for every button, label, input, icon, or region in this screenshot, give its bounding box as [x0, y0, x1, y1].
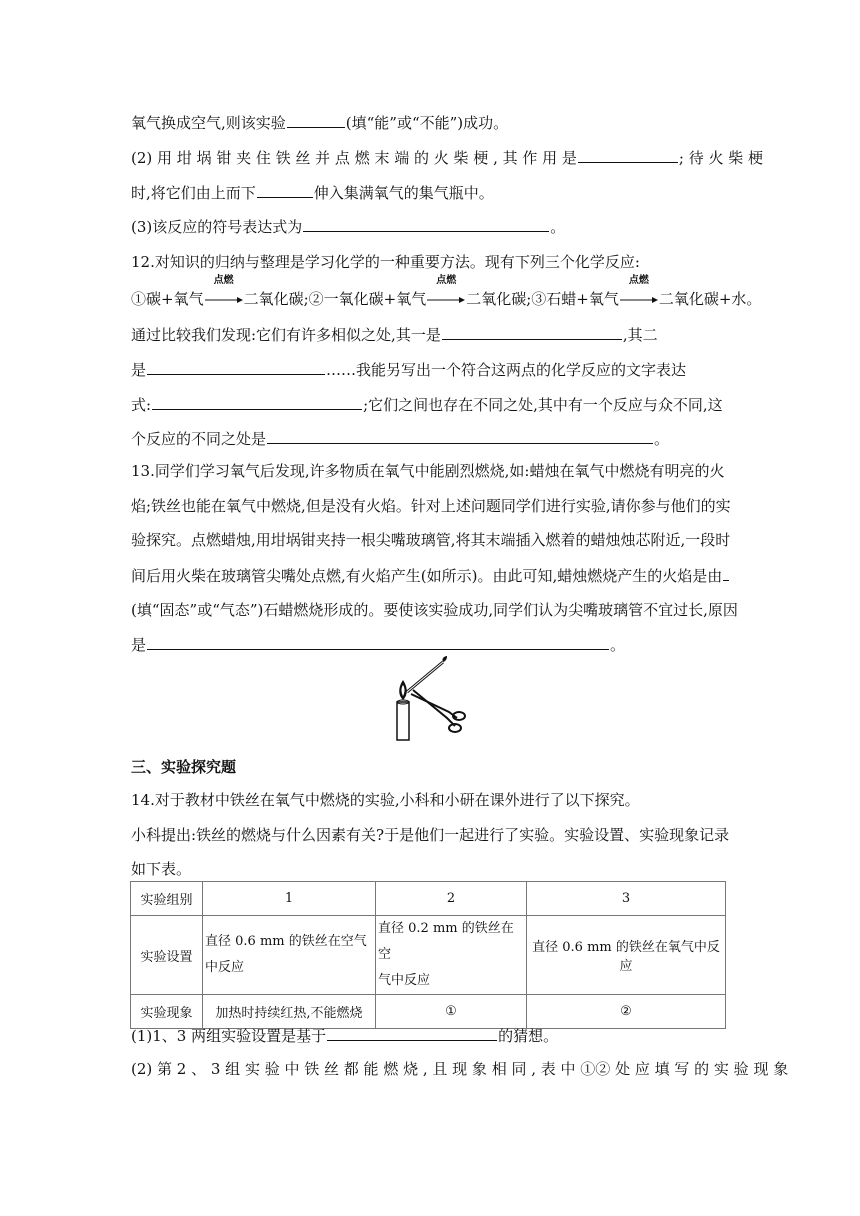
q13-line1: 13.同学们学习氧气后发现,许多物质在氧气中能剧烈燃烧,如:蜡烛在氧气中燃烧有明亮的火 — [131, 462, 725, 480]
row-label: 实验现象 — [131, 995, 203, 1029]
candle-experiment-figure — [385, 656, 469, 742]
q12-reactions: ①碳+氧气 点燃 二氧化碳;②一氧化碳+氧气 点燃 二氧化碳;③石蜡+氧气 点燃 二氧化碳+水。 — [131, 275, 762, 308]
answer-blank[interactable] — [147, 359, 325, 375]
q12-intro: 12.对知识的归纳与整理是学习化学的一种重要方法。现有下列三个化学反应: — [131, 253, 640, 271]
arrow-icon — [620, 296, 658, 304]
table-row — [131, 995, 726, 1029]
answer-blank[interactable] — [578, 147, 678, 163]
section-title: 三、实验探究题 — [131, 758, 237, 776]
q11-line4: (3)该反应的符号表达式为 。 — [131, 218, 566, 236]
q12-line3: 通过比较我们发现:它们有许多相似之处,其一是 ,其二 — [131, 326, 658, 344]
reaction-arrow: 点燃 — [426, 289, 466, 309]
reaction-arrow: 点燃 — [204, 289, 244, 309]
answer-blank[interactable] — [303, 216, 549, 232]
answer-blank[interactable] — [287, 112, 345, 128]
q13-line5: (填“固态”或“气态”)石蜡燃烧形成的。要使该实验成功,同学们认为尖嘴玻璃管不宜过长,原因 — [131, 601, 738, 619]
answer-blank[interactable] — [152, 394, 362, 410]
table-header-cell: 1 — [203, 882, 376, 916]
q14-line1: 14.对于教材中铁丝在氧气中燃烧的实验,小科和小研在课外进行了以下探究。 — [131, 791, 640, 809]
q11-line3: 时,将它们由上而下 伸入集满氧气的集气瓶中。 — [131, 184, 494, 202]
q14-line3: 如下表。 — [131, 860, 192, 878]
answer-blank[interactable] — [723, 565, 729, 581]
q14-part1: (1)1、3 两组实验设置是基于 的猜想。 — [131, 1027, 559, 1045]
table-header-cell: 实验组别 — [131, 882, 203, 916]
table-cell: 加热时持续红热,不能燃烧 — [203, 995, 376, 1029]
table-cell: ① — [376, 995, 527, 1029]
arrow-icon — [427, 296, 465, 304]
row-label: 实验设置 — [131, 916, 203, 995]
experiment-table — [130, 881, 726, 1029]
answer-blank[interactable] — [257, 182, 313, 198]
table-cell: 直径 0.2 mm 的铁丝在空 气中反应 — [376, 916, 527, 995]
table-header-cell: 3 — [527, 882, 726, 916]
q11-line2: (2) 用 坩 埚 钳 夹 住 铁 丝 并 点 燃 末 端 的 火 柴 梗 , 其 作 用 是 ; 待 火 柴 梗 — [131, 149, 764, 167]
answer-blank[interactable] — [147, 634, 609, 650]
arrow-icon — [205, 296, 243, 304]
table-row — [131, 916, 726, 995]
q13-line4: 间后用火柴在玻璃管尖嘴处点燃,有火焰产生(如所示)。由此可知,蜡烛燃烧产生的火焰是由 — [131, 565, 730, 586]
q12-line5: 式: ;它们之间也存在不同之处,其中有一个反应与众不同,这 — [131, 396, 723, 414]
q12-line4: 是 ……我能另写出一个符合这两点的化学反应的文字表达 — [131, 361, 687, 379]
table-row — [131, 882, 726, 916]
q11-line1: 氧气换成空气,则该实验 (填“能”或“不能”)成功。 — [131, 114, 509, 132]
q14-part2: (2) 第 2 、 3 组 实 验 中 铁 丝 都 能 燃 烧 , 且 现 象 相 同 , 表 中 ①② 处 应 填 写 的 实 验 现 象 — [131, 1060, 789, 1078]
table-cell: ② — [527, 995, 726, 1029]
q13-line6: 是 。 — [131, 636, 626, 654]
table-header-cell: 2 — [376, 882, 527, 916]
q14-line2: 小科提出:铁丝的燃烧与什么因素有关?于是他们一起进行了实验。实验设置、实验现象记录 — [131, 826, 730, 844]
answer-blank[interactable] — [267, 428, 653, 444]
q13-line3: 验探究。点燃蜡烛,用坩埚钳夹持一根尖嘴玻璃管,将其末端插入燃着的蜡烛烛芯附近,一段时 — [131, 531, 731, 549]
q13-line2: 焰;铁丝也能在氧气中燃烧,但是没有火焰。针对上述问题同学们进行实验,请你参与他们的实 — [131, 497, 731, 515]
answer-blank[interactable] — [442, 324, 622, 340]
q12-line6: 个反应的不同之处是 。 — [131, 430, 670, 448]
reaction-arrow: 点燃 — [619, 289, 659, 309]
answer-blank[interactable] — [327, 1025, 497, 1041]
table-cell: 直径 0.6 mm 的铁丝在氧气中反应 — [527, 916, 726, 995]
table-cell: 直径 0.6 mm 的铁丝在空气 中反应 — [203, 916, 376, 995]
